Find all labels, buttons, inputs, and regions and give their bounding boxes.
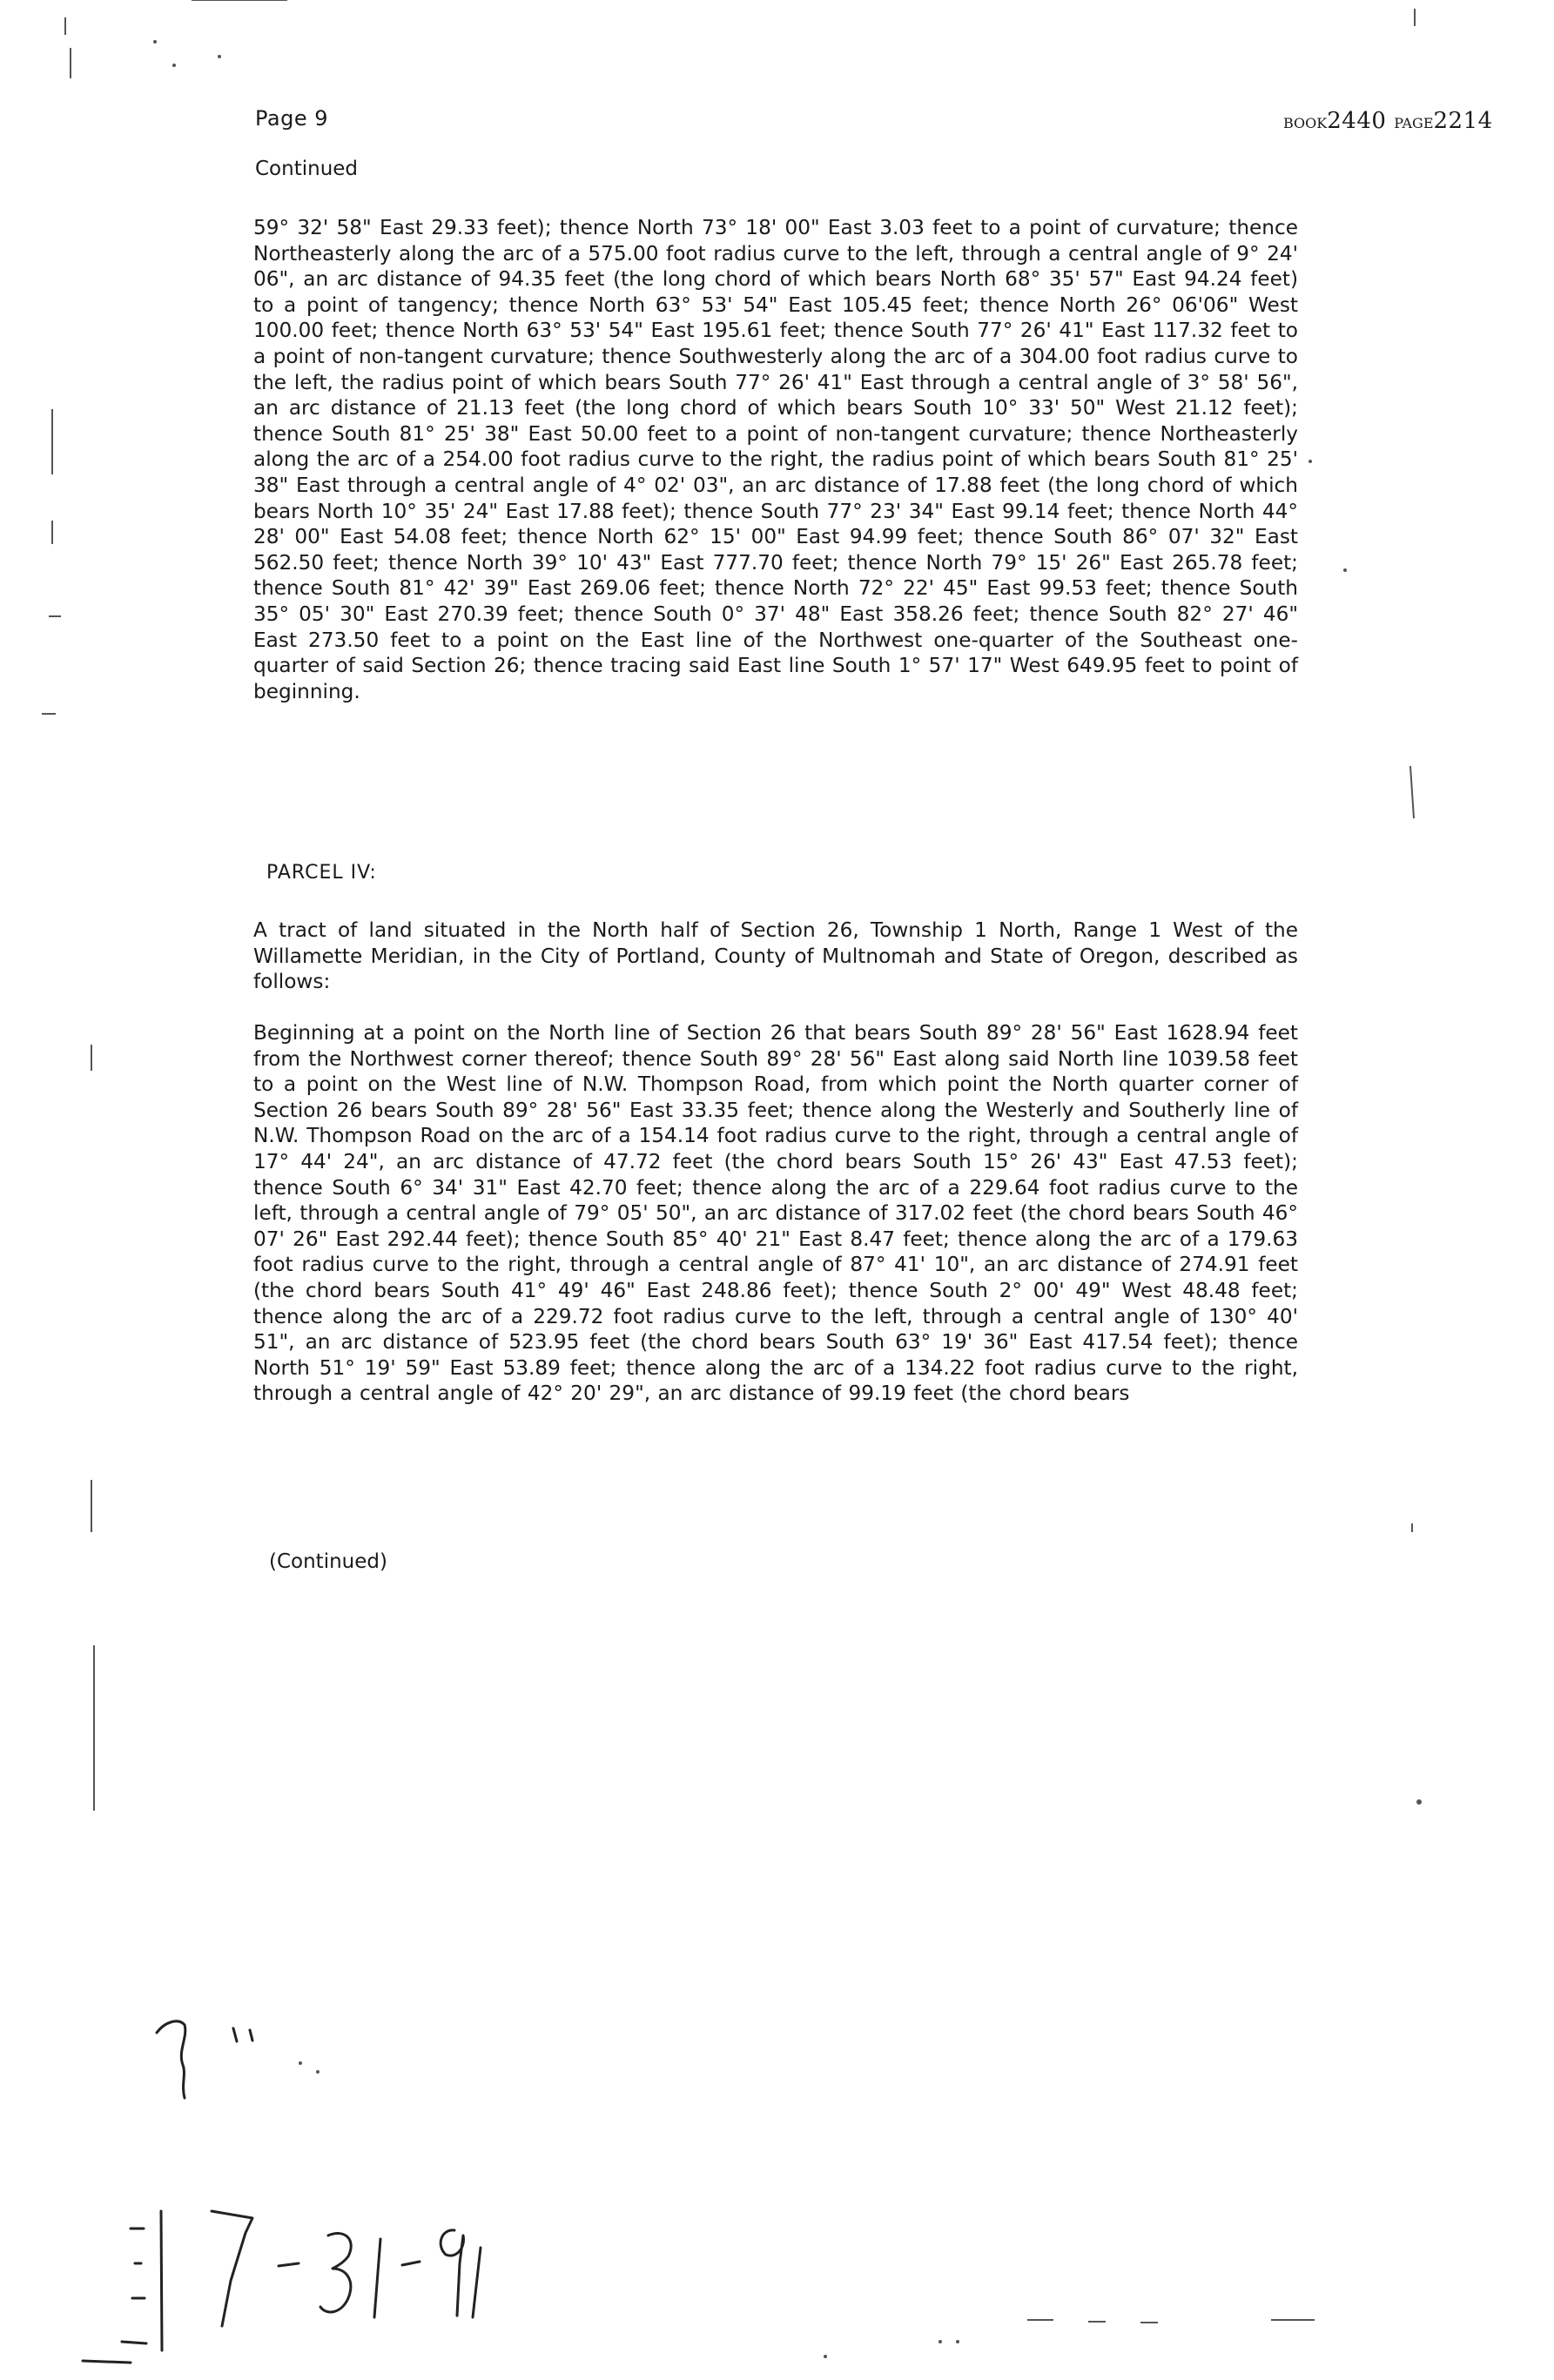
page-number: 2214 <box>1433 108 1493 134</box>
page-number-label: Page 9 <box>255 106 328 131</box>
page-prefix: PAGE <box>1394 115 1434 131</box>
book-page-stamp <box>1283 108 1493 134</box>
parcel-heading: PARCEL IV: <box>266 862 377 884</box>
book-prefix: BOOK <box>1283 115 1328 131</box>
footer-continued-label: (Continued) <box>269 1550 387 1573</box>
legal-description-paragraph-3: Beginning at a point on the North line of Section 26 that bears South 89° 28' 56" East 1628.94 feet from the Northwest corner thereof; thence South 89° 28' 56" East along said North line 1039.58 feet to a point on the West line of N.W. Thompson Road, from which point the North quarter corner of Section 26 bears South 89° 28' 56" East 33.35 feet; thence along the Westerly and Southerly line of N.W. Thompson Road on the arc of a 154.14 foot radius curve to the right, through a central angle of 17° 44' 24", an arc distance of 47.72 feet (the chord bears South 15° 26' 43" East 47.53 feet); thence South 6° 34' 31" East 42.70 feet; thence along the arc of a 229.64 foot radius curve to the left, through a central angle of 79° 05' 50", an arc distance of 317.02 feet (the chord bears South 46° 07' 26" East 292.44 feet); thence South 85° 40' 21" East 8.47 feet; thence along the arc of a 179.63 foot radius curve to the right, through a central angle of 87° 41' 10", an arc distance of 274.91 feet (the chord bears South 41° 49' 46" East 248.86 feet); thence South 2° 00' 49" West 48.48 feet; thence along the arc of a 229.72 foot radius curve to the left, through a central angle of 130° 40' 51", an arc distance of 523.95 feet (the chord bears South 63° 19' 36" East 417.54 feet); thence North 51° 19' 59" East 53.89 feet; thence along the arc of a 134.22 foot radius curve to the right, through a central angle of 42° 20' 29", an arc distance of 99.19 feet (the chord bears <box>253 1021 1298 1406</box>
continued-label: Continued <box>255 158 359 180</box>
book-number: 2440 <box>1327 108 1387 134</box>
legal-description-paragraph-1: 59° 32' 58" East 29.33 feet); thence North 73° 18' 00" East 3.03 feet to a point of curvature; thence Northeasterly along the arc of a 575.00 foot radius curve to the left, through a central angle of 9° 24' 06", an arc distance of 94.35 feet (the long chord of which bears North 68° 35' 57" East 94.24 feet) to a point of tangency; thence North 63° 53' 54" East 105.45 feet; thence North 26° 06'06" West 100.00 feet; thence North 63° 53' 54" East 195.61 feet; thence South 77° 26' 41" East 117.32 feet to a point of non-tangent curvature; thence Southwesterly along the arc of a 304.00 foot radius curve to the left, the radius point of which bears South 77° 26' 41" East through a central angle of 3° 58' 56", an arc distance of 21.13 feet (the long chord of which bears South 10° 33' 50" West 21.12 feet); thence South 81° 25' 38" East 50.00 feet to a point of non-tangent curvature; thence Northeasterly along the arc of a 254.00 foot radius curve to the right, the radius point of which bears South 81° 25' 38" East through a central angle of 4° 02' 03", an arc distance of 17.88 feet (the long chord of which bears North 10° 35' 24" East 17.88 feet); thence South 77° 23' 34" East 99.14 feet; thence North 44° 28' 00" East 54.08 feet; thence North 62° 15' 00" East 94.99 feet; thence South 86° 07' 32" East 562.50 feet; thence North 39° 10' 43" East 777.70 feet; thence North 79° 15' 26" East 265.78 feet; thence South 81° 42' 39" East 269.06 feet; thence North 72° 22' 45" East 99.53 feet; thence South 35° 05' 30" East 270.39 feet; thence South 0° 37' 48" East 358.26 feet; thence South 82° 27' 46" East 273.50 feet to a point on the East line of the Northwest one-quarter of the Southeast one-quarter of said Section 26; thence tracing said East line South 1° 57' 17" West 649.95 feet to point of beginning. <box>253 216 1298 703</box>
legal-description-paragraph-2: A tract of land situated in the North half of Section 26, Township 1 North, Range 1 West of the Willamette Meridian, in the City of Portland, County of Multnomah and State of Oregon, described as follows: <box>253 918 1298 994</box>
